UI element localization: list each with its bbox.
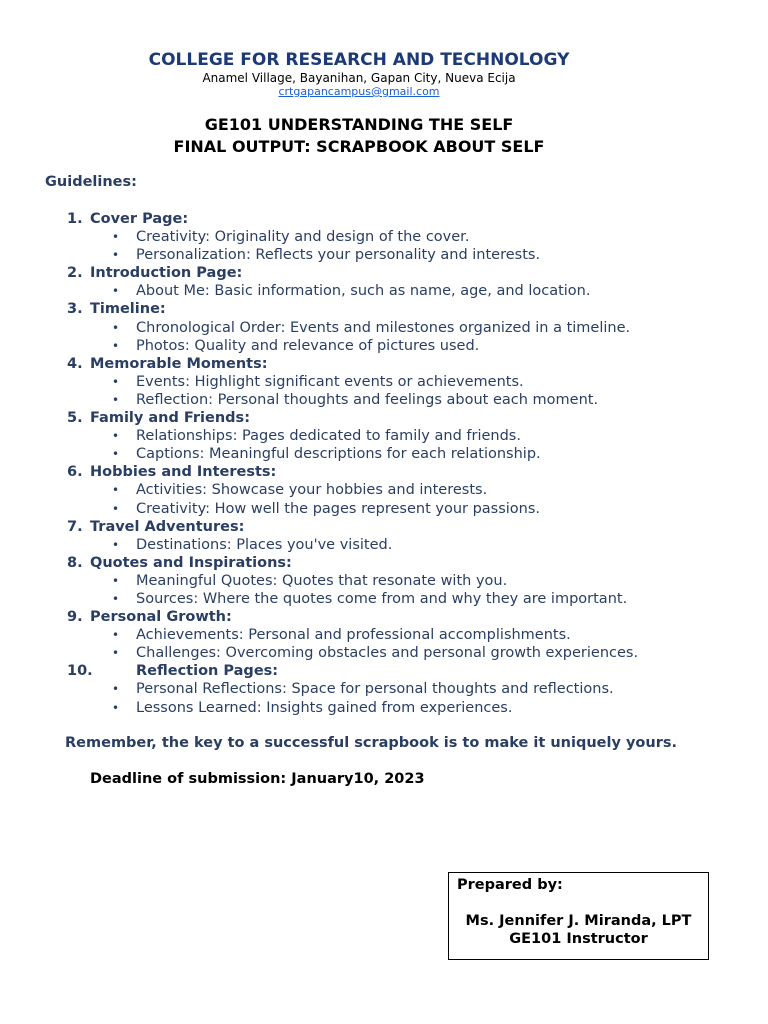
- bullet-icon: •: [112, 248, 120, 263]
- guideline-list: [0, 210, 768, 717]
- guideline-item: [0, 554, 768, 572]
- subitem-text: Personal Reflections: Space for personal thoughts and reflections.: [136, 681, 614, 698]
- item-title: Hobbies and Interests:: [90, 464, 277, 481]
- item-title: Reflection Pages:: [136, 663, 279, 680]
- guideline-item: [0, 300, 768, 318]
- subitem-text: Photos: Quality and relevance of pictures used.: [136, 337, 480, 354]
- guideline-subitem: [0, 500, 768, 518]
- guideline-subitem: [0, 445, 768, 463]
- guideline-subitem: [0, 572, 768, 590]
- deadline-text: Deadline of submission: January10, 2023: [90, 771, 425, 787]
- bullet-icon: •: [112, 628, 120, 643]
- college-email-link[interactable]: crtgapancampus@gmail.com: [278, 85, 440, 98]
- subitem-text: Lessons Learned: Insights gained from experiences.: [136, 699, 513, 716]
- subitem-text: Relationships: Pages dedicated to family and friends.: [136, 428, 521, 445]
- output-title: FINAL OUTPUT: SCRAPBOOK ABOUT SELF: [173, 137, 545, 156]
- subitem-text: Reflection: Personal thoughts and feelings about each moment.: [136, 391, 599, 408]
- item-number: 6.: [67, 464, 83, 481]
- subitem-text: Activities: Showcase your hobbies and interests.: [136, 482, 488, 499]
- guideline-subitem: [0, 536, 768, 554]
- guideline-subitem: [0, 319, 768, 337]
- bullet-icon: •: [112, 646, 120, 661]
- guideline-subitem: [0, 391, 768, 409]
- bullet-icon: •: [112, 429, 120, 444]
- guideline-subitem: [0, 228, 768, 246]
- item-number: 3.: [67, 301, 83, 318]
- guideline-item: [0, 409, 768, 427]
- subitem-text: Creativity: Originality and design of the cover.: [136, 229, 470, 246]
- subitem-text: Events: Highlight significant events or achievements.: [136, 373, 524, 390]
- bullet-icon: •: [112, 230, 120, 245]
- prepared-by-box: [448, 872, 709, 960]
- subitem-text: Challenges: Overcoming obstacles and personal growth experiences.: [136, 645, 639, 662]
- item-number: 7.: [67, 518, 83, 535]
- bullet-icon: •: [112, 320, 120, 335]
- bullet-icon: •: [112, 501, 120, 516]
- bullet-icon: •: [112, 700, 120, 715]
- guideline-subitem: [0, 626, 768, 644]
- subitem-text: About Me: Basic information, such as name, age, and location.: [136, 283, 591, 300]
- subitem-text: Chronological Order: Events and milestones organized in a timeline.: [136, 319, 631, 336]
- course-title: GE101 UNDERSTANDING THE SELF: [204, 115, 514, 134]
- item-title: Family and Friends:: [90, 410, 250, 427]
- item-title: Travel Adventures:: [90, 518, 245, 535]
- bullet-icon: •: [112, 682, 120, 697]
- guideline-subitem: [0, 427, 768, 445]
- subitem-text: Creativity: How well the pages represent your passions.: [136, 500, 541, 517]
- guideline-subitem: [0, 246, 768, 264]
- bullet-icon: •: [112, 483, 120, 498]
- item-number: 8.: [67, 554, 83, 571]
- guideline-subitem: [0, 282, 768, 300]
- guideline-item: [0, 210, 768, 228]
- bullet-icon: •: [112, 374, 120, 389]
- guideline-item: [0, 662, 768, 680]
- bullet-icon: •: [112, 447, 120, 462]
- item-number: 2.: [67, 265, 83, 282]
- guideline-item: [0, 608, 768, 626]
- guideline-item: [0, 264, 768, 282]
- instructor-name: Ms. Jennifer J. Miranda, LPT: [465, 913, 692, 929]
- subitem-text: Personalization: Reflects your personality and interests.: [136, 247, 541, 264]
- guideline-subitem: [0, 590, 768, 608]
- guideline-subitem: [0, 337, 768, 355]
- prepared-by-label: Prepared by:: [457, 877, 563, 893]
- guideline-item: [0, 463, 768, 481]
- subitem-text: Destinations: Places you've visited.: [136, 536, 393, 553]
- college-name: COLLEGE FOR RESEARCH AND TECHNOLOGY: [148, 50, 570, 70]
- item-title: Personal Growth:: [90, 609, 232, 626]
- item-number: 4.: [67, 355, 83, 372]
- subitem-text: Captions: Meaningful descriptions for each relationship.: [136, 446, 541, 463]
- subitem-text: Sources: Where the quotes come from and why they are important.: [136, 590, 628, 607]
- guideline-subitem: [0, 680, 768, 698]
- college-address: Anamel Village, Bayanihan, Gapan City, Nueva Ecija: [202, 71, 516, 85]
- guidelines-heading: Guidelines:: [45, 174, 137, 190]
- guideline-item: [0, 355, 768, 373]
- bullet-icon: •: [112, 537, 120, 552]
- bullet-icon: •: [112, 284, 120, 299]
- guideline-subitem: [0, 699, 768, 717]
- subitem-text: Achievements: Personal and professional accomplishments.: [136, 627, 571, 644]
- bullet-icon: •: [112, 338, 120, 353]
- guideline-subitem: [0, 373, 768, 391]
- remember-note: Remember, the key to a successful scrapbook is to make it uniquely yours.: [65, 735, 677, 751]
- subitem-text: Meaningful Quotes: Quotes that resonate with you.: [136, 572, 508, 589]
- item-title: Memorable Moments:: [90, 355, 268, 372]
- bullet-icon: •: [112, 573, 120, 588]
- item-title: Cover Page:: [90, 211, 189, 227]
- item-number: 1.: [67, 211, 83, 227]
- item-number: 9.: [67, 609, 83, 626]
- guideline-subitem: [0, 644, 768, 662]
- item-title: Quotes and Inspirations:: [90, 554, 292, 571]
- item-number: 5.: [67, 410, 83, 427]
- instructor-role: GE101 Instructor: [509, 931, 648, 947]
- item-number: 10.: [67, 663, 93, 680]
- guideline-subitem: [0, 481, 768, 499]
- bullet-icon: •: [112, 591, 120, 606]
- item-title: Introduction Page:: [90, 265, 243, 282]
- guideline-item: [0, 518, 768, 536]
- bullet-icon: •: [112, 392, 120, 407]
- item-title: Timeline:: [90, 301, 166, 318]
